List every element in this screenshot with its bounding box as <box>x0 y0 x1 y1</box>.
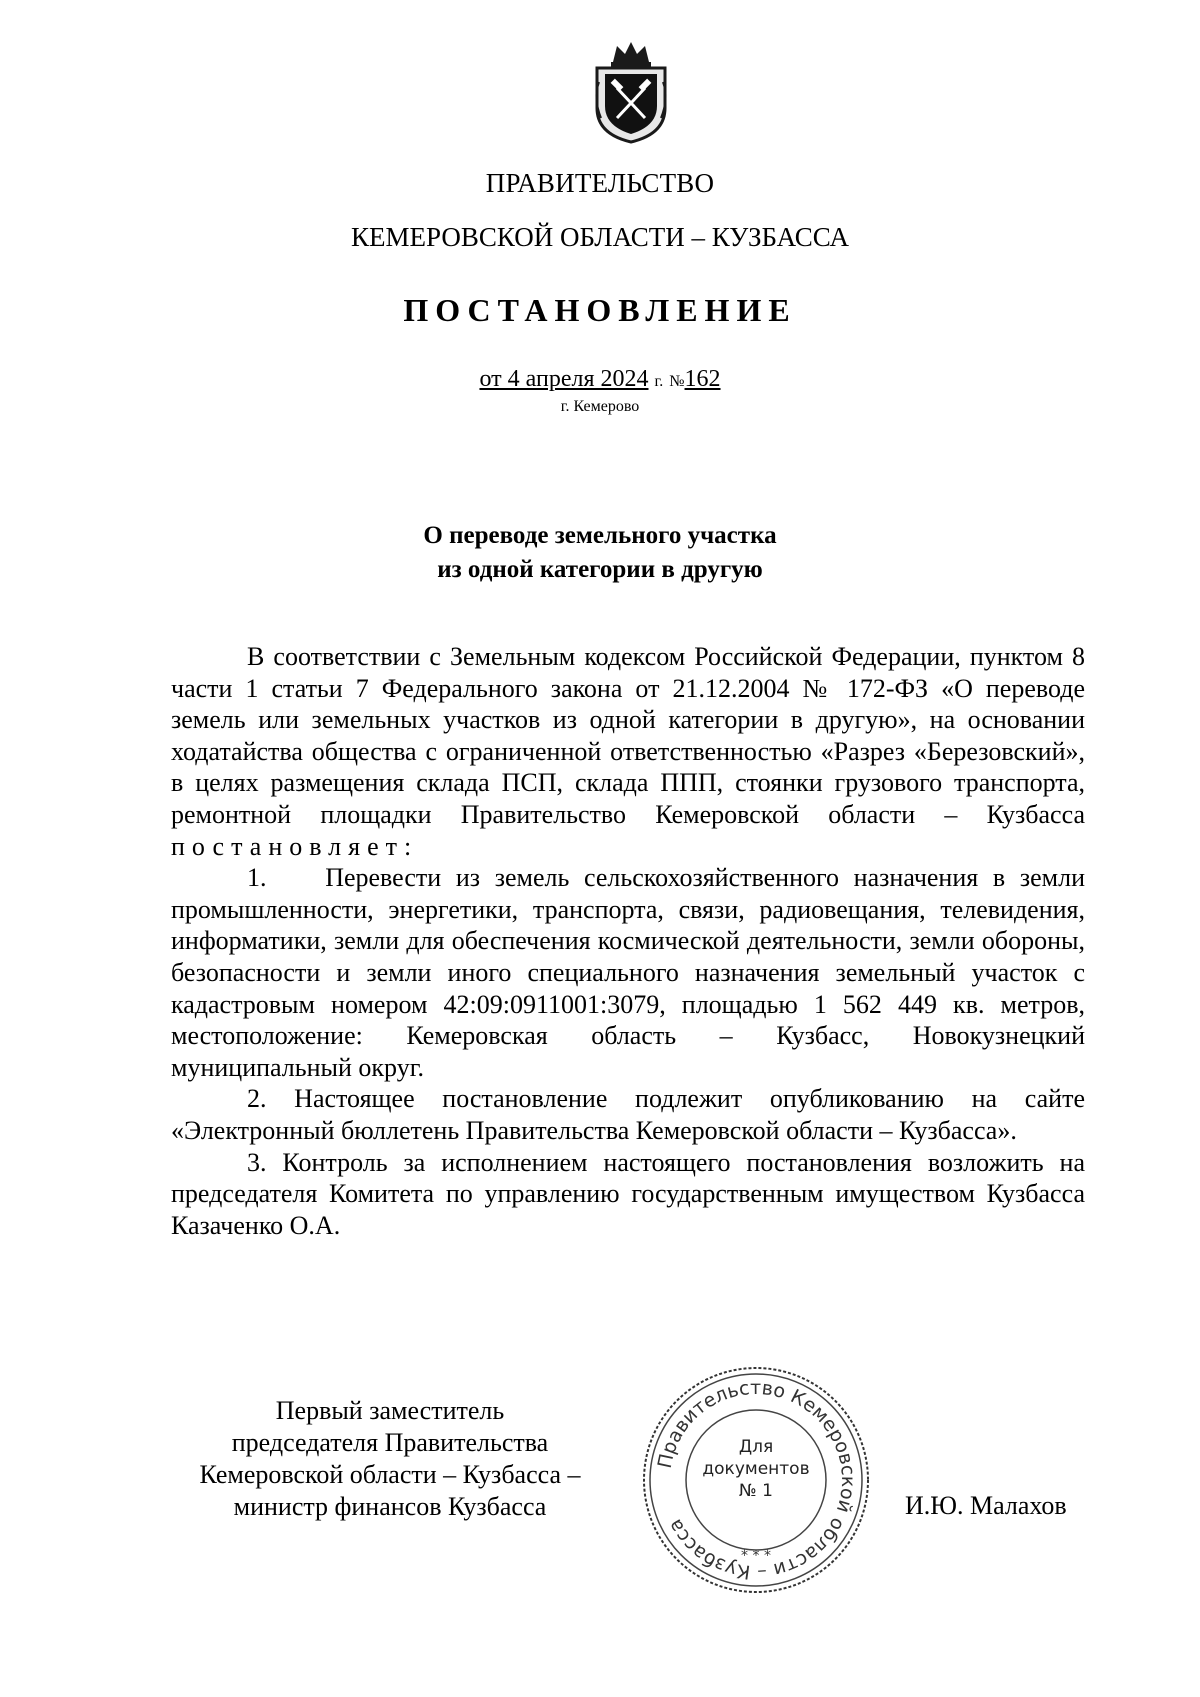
document-subject <box>0 519 1200 587</box>
decree-word: постановляет: <box>171 831 419 861</box>
subject-line2: из одной категории в другую <box>437 556 763 583</box>
year-abbreviation: г. <box>654 373 664 390</box>
seal-center-line1: Для <box>738 1437 774 1457</box>
document-type-title: ПОСТАНОВЛЕНИЕ <box>403 292 797 328</box>
seal-ring-text: Правительство Кемеровской области – Кузбасса <box>653 1376 860 1584</box>
signatory-name: И.Ю. Малахов <box>905 1491 1067 1520</box>
item-2-paragraph: 2. Настоящее постановление подлежит опубликованию на сайте «Электронный бюллетень Правительства Кемеровской области – Кузбасса». <box>171 1084 1085 1145</box>
number-sign: № <box>669 373 685 390</box>
signatory-title-line1: Первый заместитель <box>275 1396 505 1425</box>
document-body <box>171 641 1092 1241</box>
seal-center-text <box>640 1436 872 1502</box>
document-date: от 4 апреля 2024 <box>479 366 649 392</box>
coat-of-arms-icon <box>587 38 675 144</box>
organization-name-line2: КЕМЕРОВСКОЙ ОБЛАСТИ – КУЗБАССА <box>351 222 849 252</box>
signatory-title-line3: Кемеровской области – Кузбасса – <box>199 1460 581 1489</box>
signatory-title <box>150 1395 630 1523</box>
document-city: г. Кемерово <box>560 398 640 415</box>
intro-paragraph <box>171 641 1085 862</box>
date-number-line <box>0 366 1200 393</box>
intro-text: В соответствии с Земельным кодексом Российской Федерации, пунктом 8 части 1 статьи 7 Федерального закона от 21.12.2004 № 172-ФЗ «О переводе земель или земельных участков из одной категории в другую», на основании ходатайства общества с ограниченной ответственностью «Разрез «Березовский», в целях размещения склада ПСП, склада ППП, стоянки грузового транспорта, ремонтной площадки Правительство Кемеровской области – Кузбасса <box>171 642 1085 829</box>
document-number: 162 <box>684 366 721 392</box>
organization-name-line1: ПРАВИТЕЛЬСТВО <box>485 168 715 198</box>
subject-line1: О переводе земельного участка <box>423 522 777 549</box>
seal-center-line2: документов <box>702 1459 810 1479</box>
seal-stars: * * * <box>741 1548 771 1564</box>
signatory-title-line4: министр финансов Кузбасса <box>233 1492 547 1521</box>
signatory-title-line2: председателя Правительства <box>231 1428 549 1457</box>
item-3-paragraph: 3. Контроль за исполнением настоящего постановления возложить на председателя Комитета по управлению государственным имуществом Кузбасса Казаченко О.А. <box>171 1147 1085 1240</box>
item-1-paragraph: 1. Перевести из земель сельскохозяйственного назначения в земли промышленности, энергетики, транспорта, связи, радиовещания, телевидения, информатики, земли для обеспечения космической деятельности, земли обороны, безопасности и земли иного специального назначения земельный участок с кадастровым номером 42:09:0911001:3079, площадью 1 562 449 кв. метров, местоположение: Кемеровская область – Кузбасс, Новокузнецкий муниципальный округ. <box>171 863 1092 1082</box>
seal-center-line3: № 1 <box>739 1481 773 1501</box>
